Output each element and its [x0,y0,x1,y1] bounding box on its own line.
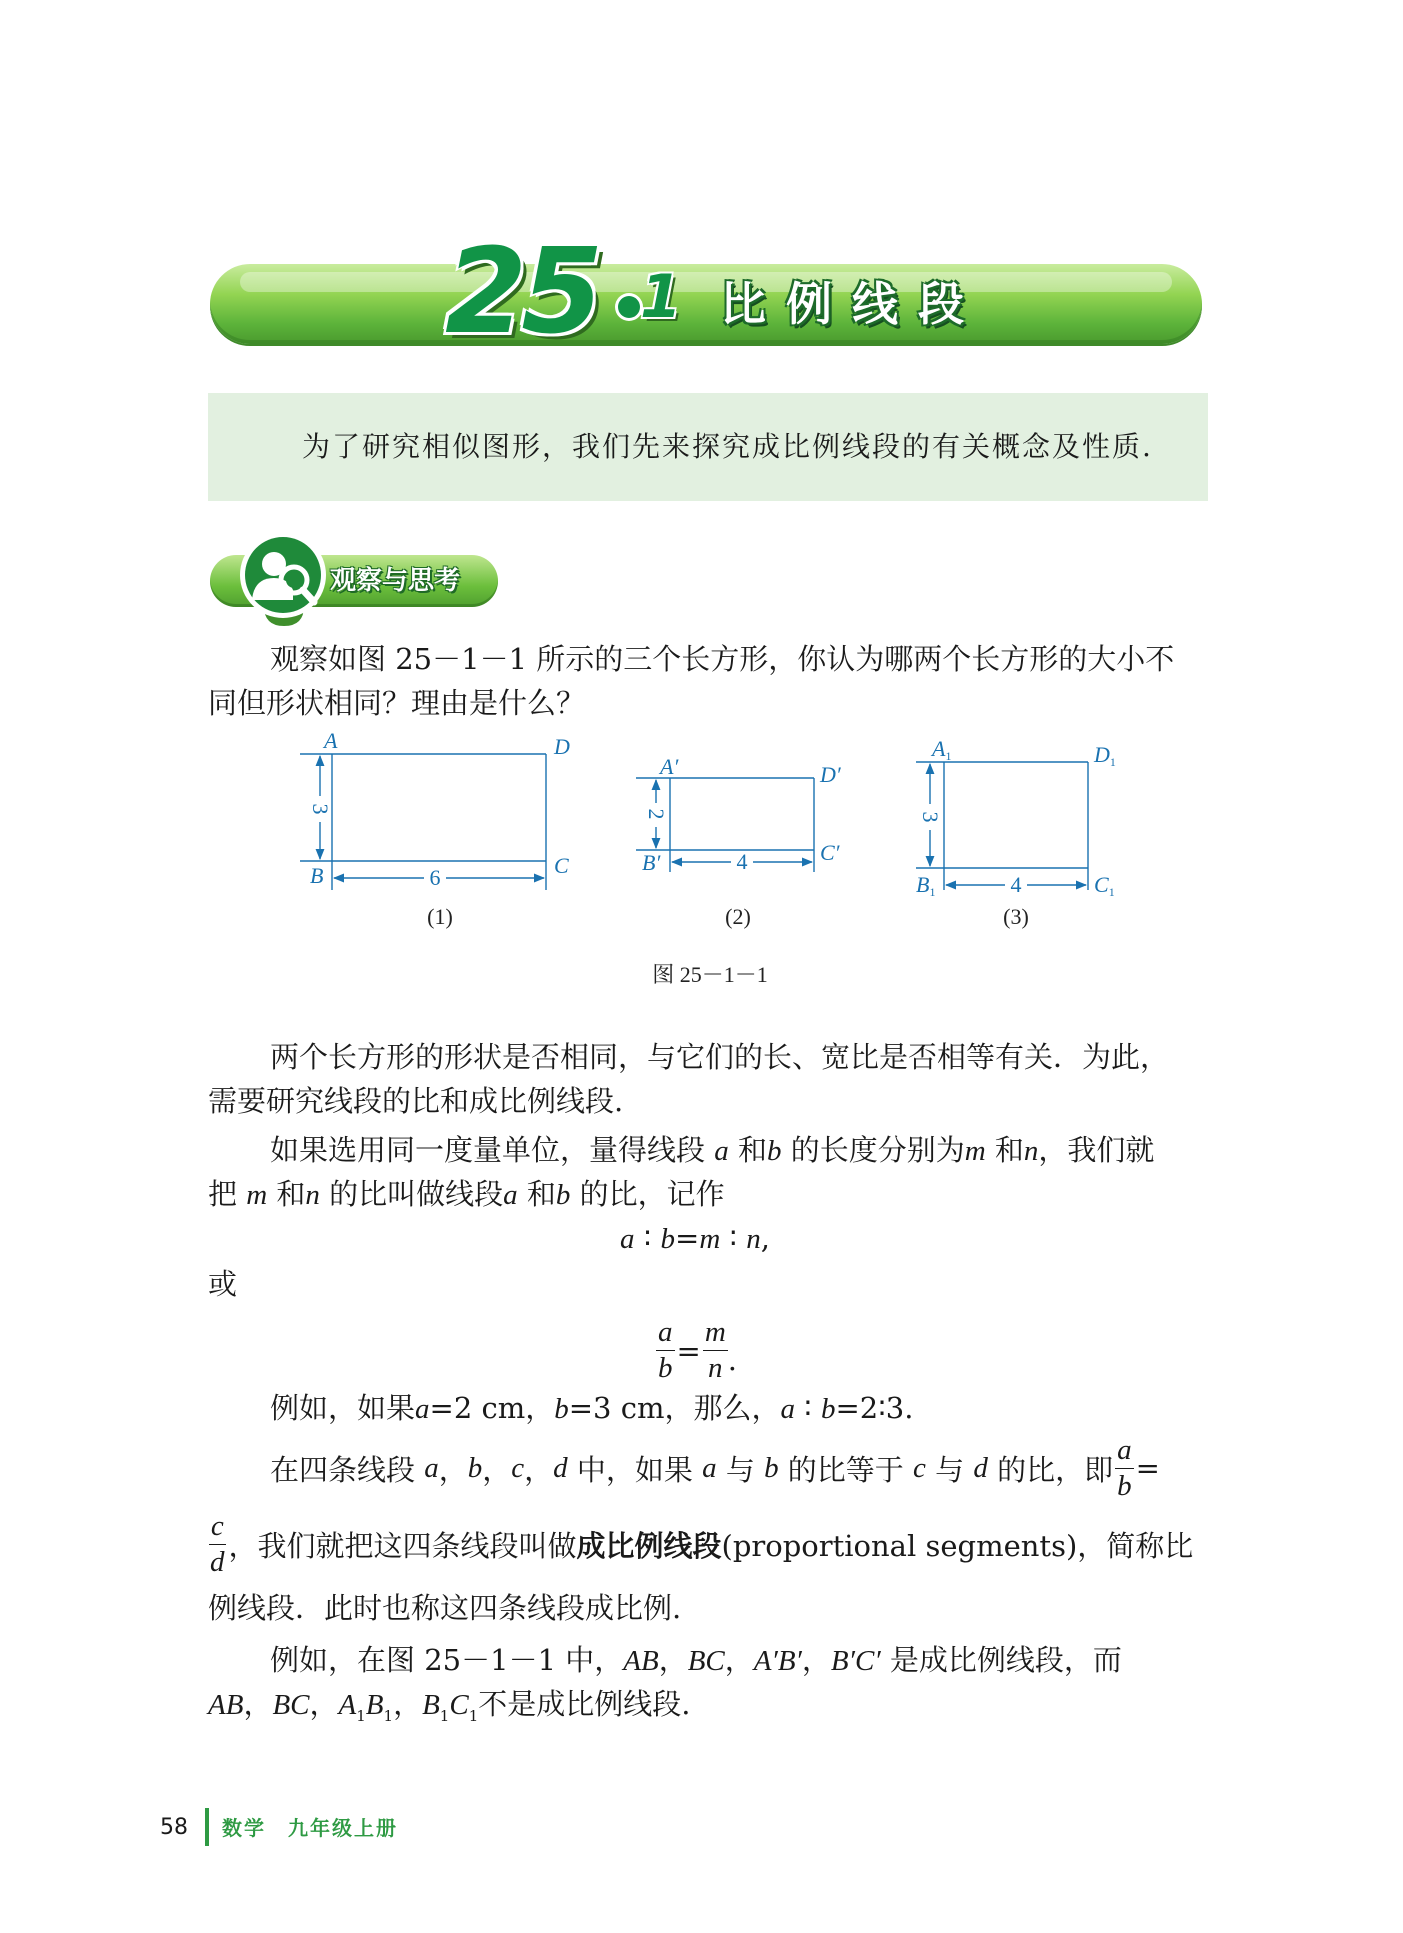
footer-divider [205,1808,209,1846]
rect3-label-tl: A1 [932,736,952,763]
section-number-major: 25 [445,222,598,360]
section-number-dot [618,296,640,318]
rectangle-1 [300,728,570,929]
term-proportional-segments: 成比例线段 [576,1528,722,1563]
para2-line-2: 把 m 和n 的比叫做线段a 和b 的比，记作 [208,1177,725,1211]
rect1-width-label: 6 [429,865,441,890]
rect2-label-tr: D′ [820,762,841,787]
formula-fraction: $\frac{a}{b}$ = $\frac{m}{n}$ . [658,1316,737,1384]
observe-think-label: 观察与思考 [330,566,461,596]
para3-line-2: $\frac{c}{d}$ ，我们就把这四条线段叫做 成比例线段 (proportional segments)，简称比 [210,1509,1194,1578]
rect2-label-br: C′ [820,840,840,865]
rect1-label-br: C [554,853,569,878]
rect3-height-label: 3 [918,811,943,823]
example-2-line-2: AB，BC，$A_1B_1$，$B_1C_1$不是成比例线段. [208,1687,691,1725]
rect2-tag: (2) [725,904,751,929]
rect1-label-bl: B [310,863,324,888]
or-word: 或 [208,1267,238,1301]
rect3-label-bl: B1 [916,872,936,899]
fraction-m-over-n: $\frac{m}{n}$ [704,1316,726,1384]
page-number: 58 [160,1815,188,1840]
rect1-height-label: 3 [308,803,333,815]
rect2-label-bl: B′ [642,850,661,875]
formula-ratio: a ∶ b=m ∶ n, [620,1221,770,1255]
question-line-2: 同但形状相同？理由是什么？ [208,686,586,720]
book-title: 数学 九年级上册 [222,1816,398,1840]
fraction-c-over-d: $\frac{c}{d}$ [210,1509,225,1578]
section-title: 比例线段 [720,277,984,331]
rectangle-2 [636,754,842,929]
para3-line-3: 例线段．此时也称这四条线段成比例. [208,1591,682,1625]
section-banner [210,264,1202,344]
rect2-height-label: 2 [644,808,669,820]
rect3-width-label: 4 [1010,872,1022,897]
figure-caption: 图 25－1－1 [652,962,768,987]
rect2-width-label: 4 [736,849,748,874]
observe-magnifier-icon [238,530,328,620]
example-1: 例如，如果a=2 cm，b=3 cm，那么，a ∶ b=2∶3. [270,1391,914,1425]
para1-line-1: 两个长方形的形状是否相同，与它们的长、宽比是否相等有关．为此， [270,1040,1170,1074]
rect1-tag: (1) [427,904,453,929]
rect2-label-tl: A′ [660,754,679,779]
rectangle-3 [916,736,1116,929]
para2-line-1: 如果选用同一度量单位，量得线段 a 和b 的长度分别为m 和n，我们就 [270,1133,1155,1167]
rect1-label-tr: D [554,734,570,759]
fraction-a-over-b: $\frac{a}{b}$ [658,1316,673,1384]
rect3-tag: (3) [1003,904,1029,929]
para1-line-2: 需要研究线段的比和成比例线段. [208,1084,624,1118]
section-number-minor: 1 [640,262,682,332]
figure-three-rectangles [290,720,1130,1000]
fraction-a-over-b-inline: $\frac{a}{b}$ [1117,1433,1132,1502]
para3-line-1: 在四条线段 a ， b ， c ， d 中，如果 a 与 b 的比等于 c 与 d 的比，即 $\frac{a}{b}$ = [270,1433,1160,1502]
rect3-label-tr: D1 [1094,742,1116,769]
question-line-1: 观察如图 25－1－1 所示的三个长方形，你认为哪两个长方形的大小不 [270,642,1175,676]
intro-text: 为了研究相似图形，我们先来探究成比例线段的有关概念及性质. [302,430,1153,463]
example-2-line-1: 例如，在图 25－1－1 中，AB，BC，A′B′，B′C′ 是成比例线段，而 [270,1643,1122,1677]
rect3-label-br: C1 [1094,872,1115,899]
rect1-label-tl: A [324,728,338,753]
